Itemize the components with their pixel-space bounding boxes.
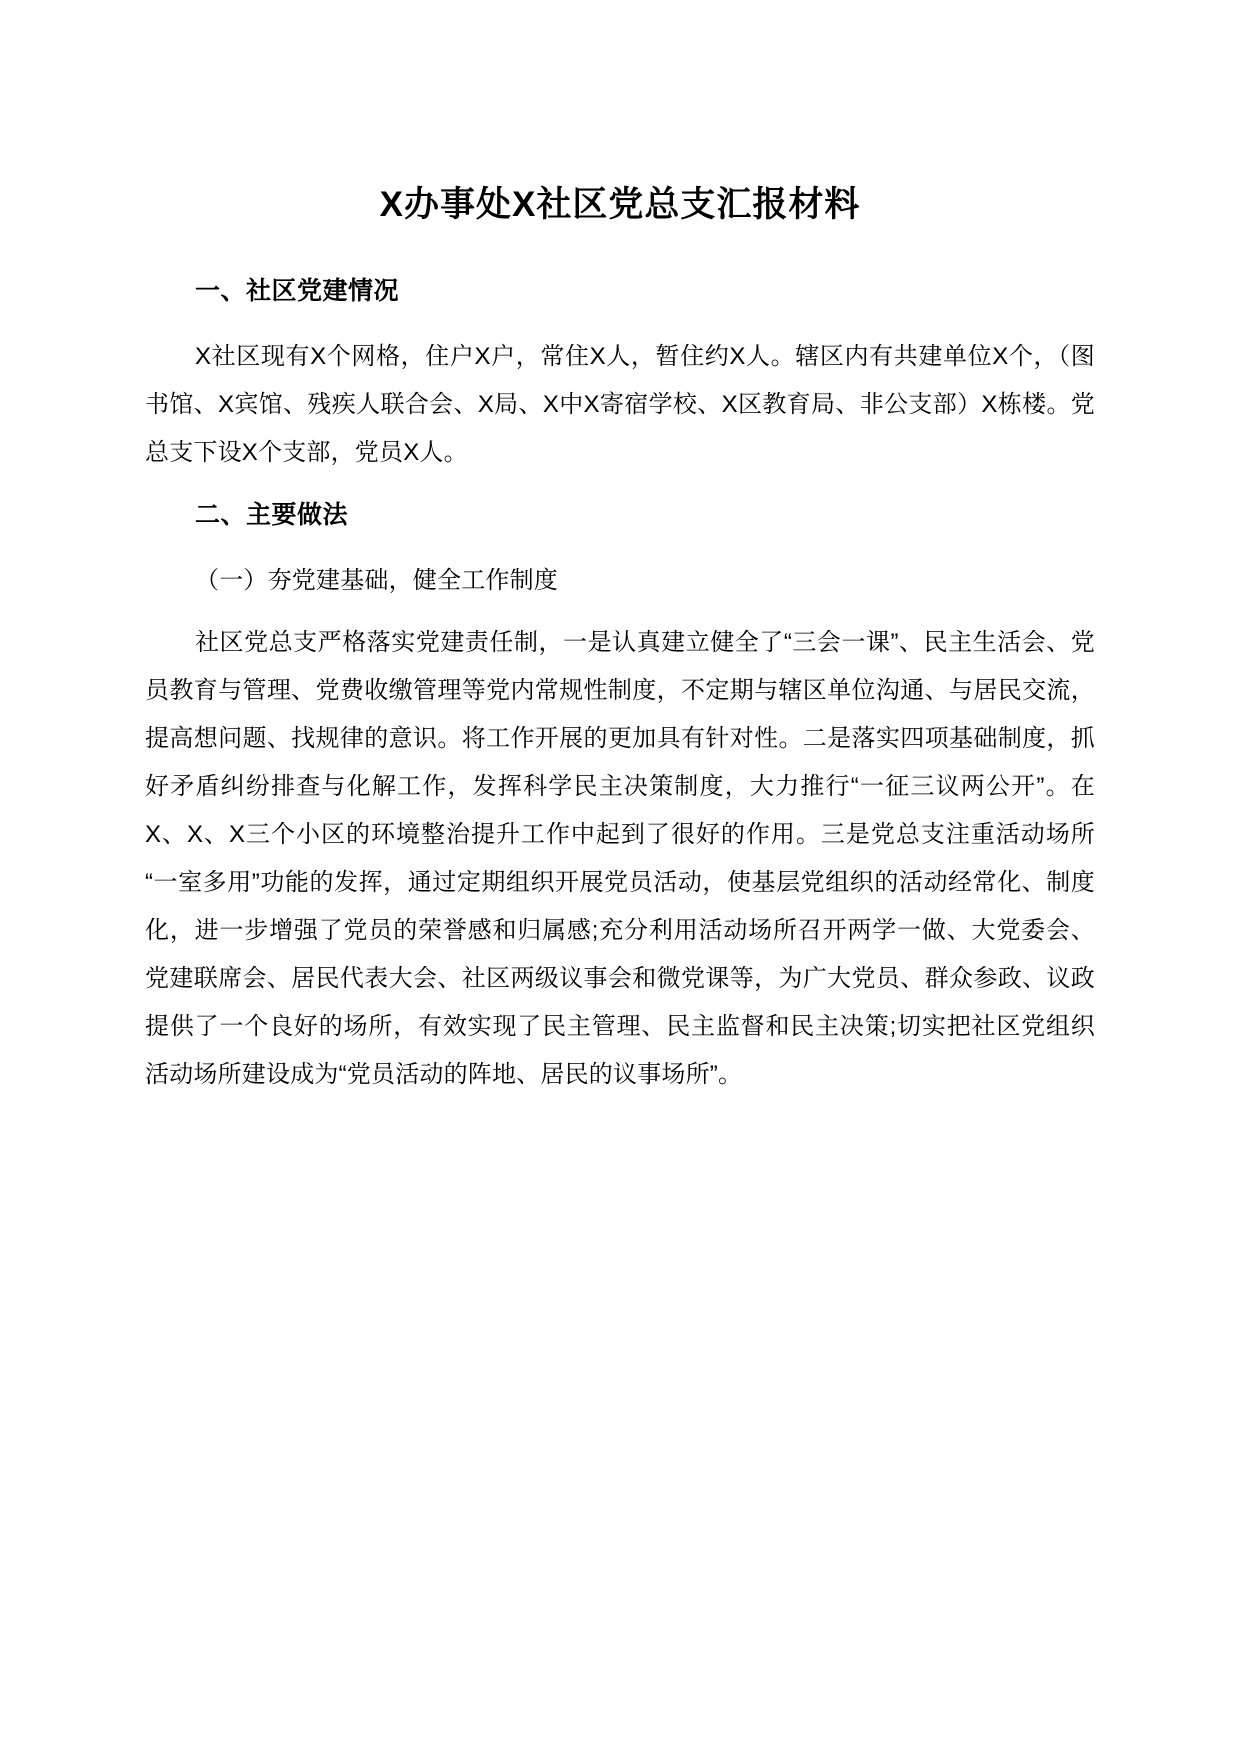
page-title: X办事处X社区党总支汇报材料 bbox=[379, 185, 861, 224]
section-party-building-overview bbox=[145, 271, 1095, 477]
section-2-subheading: （一）夯党建基础，健全工作制度 bbox=[195, 567, 558, 594]
section-heading-1: 一、社区党建情况 bbox=[195, 277, 400, 305]
section-main-practices bbox=[145, 495, 1095, 1099]
section-1-paragraph-1: X社区现有X个网格，住户X户，常住X人，暂住约X人。辖区内有共建单位X个，（图书馆、X宾馆、残疾人联合会、X局、X中X寄宿学校、X区教育局、非公支部）X栋楼。党总支下设X个支部，党员X人。 bbox=[145, 343, 1095, 466]
section-2-paragraph-1: 社区党总支严格落实党建责任制，一是认真建立健全了“三会一课”、民主生活会、党员教育与管理、党费收缴管理等党内常规性制度，不定期与辖区单位沟通、与居民交流，提高想问题、找规律的意识。将工作开展的更加具有针对性。二是落实四项基础制度，抓好矛盾纠纷排查与化解工作，发挥科学民主决策制度，大力推行“一征三议两公开”。在X、X、X三个小区的环境整治提升工作中起到了很好的作用。三是党总支注重活动场所“一室多用”功能的发挥，通过定期组织开展党员活动，使基层党组织的活动经常化、制度化，进一步增强了党员的荣誉感和归属感;充分利用活动场所召开两学一做、大党委会、党建联席会、居民代表大会、社区两级议事会和微党课等，为广大党员、群众参政、议政提供了一个良好的场所，有效实现了民主管理、民主监督和民主决策;切实把社区党组织活动场所建设成为“党员活动的阵地、居民的议事场所”。 bbox=[145, 629, 1095, 1088]
section-heading-2: 二、主要做法 bbox=[195, 501, 349, 529]
